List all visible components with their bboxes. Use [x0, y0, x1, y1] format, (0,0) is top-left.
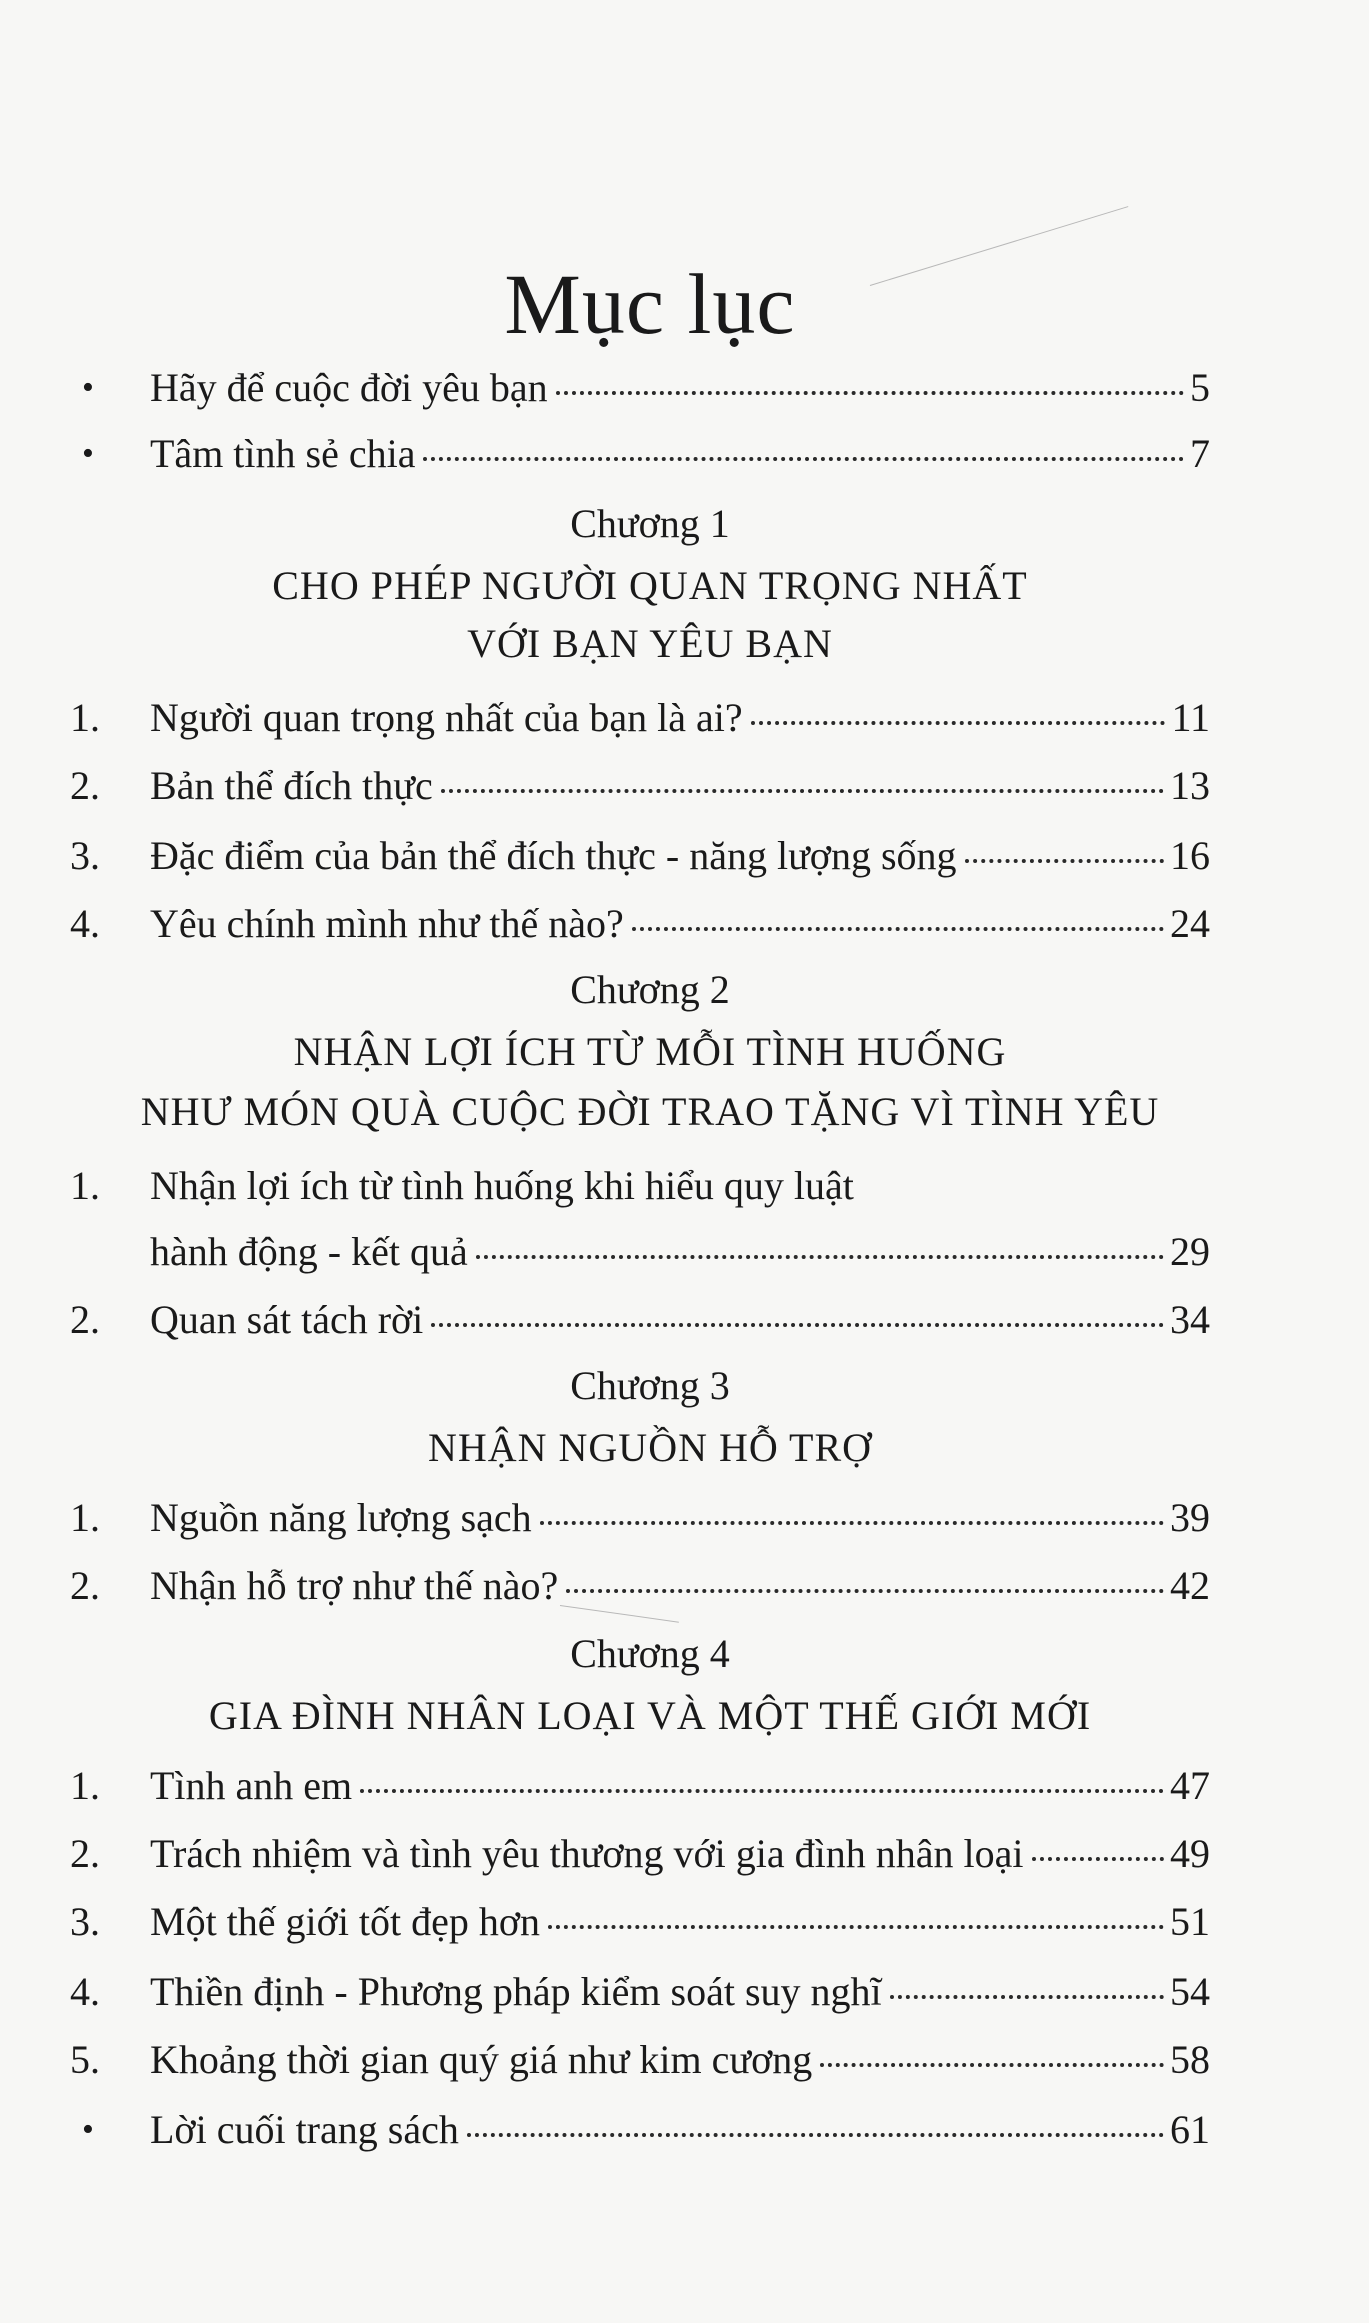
- chapter-title-line: NHẬN LỢI ÍCH TỪ MỖI TÌNH HUỐNG: [293, 1029, 1007, 1074]
- entry-label: Đặc điểm của bản thể đích thực - năng lượng sống: [150, 833, 957, 878]
- leader-dots: [965, 859, 1164, 863]
- toc-entry[interactable]: [70, 1560, 1210, 1612]
- leader-dots: [566, 1589, 1164, 1593]
- leader-dots: [360, 1789, 1164, 1793]
- page-number: 58: [1170, 2037, 1210, 2082]
- entry-number: 1.: [70, 1763, 100, 1808]
- entry-label: Yêu chính mình như thế nào?: [150, 901, 624, 946]
- chapter-title-line: VỚI BẠN YÊU BẠN: [467, 621, 833, 666]
- bullet-marker: •: [82, 2111, 94, 2148]
- entry-number: 2.: [70, 1297, 100, 1342]
- toc-entry[interactable]: [70, 1896, 1210, 1948]
- leader-dots: [632, 927, 1164, 931]
- page-number: 7: [1190, 431, 1210, 476]
- page-number: 42: [1170, 1563, 1210, 1608]
- chapter-title-line: NHẬN NGUỒN HỖ TRỢ: [427, 1425, 873, 1470]
- leader-dots: [1032, 1857, 1165, 1861]
- chapter-heading: Chương 2: [570, 967, 730, 1012]
- entry-number: 2.: [70, 763, 100, 808]
- leader-dots: [431, 1323, 1164, 1327]
- toc-entry[interactable]: [70, 830, 1210, 882]
- leader-dots: [820, 2063, 1164, 2067]
- entry-label: Khoảng thời gian quý giá như kim cương: [150, 2037, 813, 2082]
- chapter-heading: Chương 4: [570, 1631, 730, 1676]
- toc-entry[interactable]: [70, 1492, 1210, 1544]
- bullet-marker: •: [82, 369, 94, 406]
- entry-label: Hãy để cuộc đời yêu bạn: [150, 365, 548, 410]
- toc-entry[interactable]: [70, 2104, 1210, 2156]
- toc-entry[interactable]: [70, 1226, 1210, 1278]
- leader-dots: [467, 2133, 1164, 2137]
- entry-number: 2.: [70, 1831, 100, 1876]
- toc-entry[interactable]: [70, 1760, 1210, 1812]
- page-number: 16: [1170, 833, 1210, 878]
- toc-entry[interactable]: [70, 1828, 1210, 1880]
- chapter-heading: Chương 1: [570, 501, 730, 546]
- entry-number: 3.: [70, 1899, 100, 1944]
- chapter-title-line: CHO PHÉP NGƯỜI QUAN TRỌNG NHẤT: [272, 563, 1028, 608]
- toc-entry[interactable]: [70, 1966, 1210, 2018]
- entry-label: hành động - kết quả: [150, 1229, 468, 1274]
- toc-entry[interactable]: [70, 898, 1210, 950]
- entry-number: 1.: [70, 695, 100, 740]
- entry-number: 5.: [70, 2037, 100, 2082]
- toc-entry[interactable]: [70, 760, 1210, 812]
- page-number: 5: [1190, 365, 1210, 410]
- leader-dots: [423, 457, 1184, 461]
- entry-number-row: [70, 1160, 1210, 1212]
- page-number: 29: [1170, 1229, 1210, 1274]
- page-number: 49: [1170, 1831, 1210, 1876]
- entry-number: 2.: [70, 1563, 100, 1608]
- entry-label: Thiền định - Phương pháp kiểm soát suy nghĩ: [150, 1969, 882, 2014]
- page-number: 61: [1170, 2107, 1210, 2152]
- chapter-title-line: NHƯ MÓN QUÀ CUỘC ĐỜI TRAO TẶNG VÌ TÌNH YÊU: [140, 1089, 1160, 1134]
- toc-entry[interactable]: [70, 1294, 1210, 1346]
- page-number: 34: [1170, 1297, 1210, 1342]
- page-title: Mục lục: [504, 255, 796, 352]
- entry-number: 4.: [70, 1969, 100, 2014]
- toc-entry[interactable]: [70, 2034, 1210, 2086]
- leader-dots: [476, 1255, 1164, 1259]
- bullet-marker: •: [82, 435, 94, 472]
- page-number: 39: [1170, 1495, 1210, 1540]
- entry-label: Một thế giới tốt đẹp hơn: [150, 1899, 541, 1944]
- entry-label: Quan sát tách rời: [150, 1297, 424, 1342]
- toc-entry[interactable]: [70, 362, 1210, 414]
- page-number: 24: [1170, 901, 1210, 946]
- entry-label: Nhận hỗ trợ như thế nào?: [150, 1563, 559, 1608]
- page-number: 54: [1170, 1969, 1210, 2014]
- leader-dots: [548, 1925, 1164, 1929]
- leader-dots: [890, 1995, 1164, 1999]
- page-number: 51: [1170, 1899, 1210, 1944]
- leader-dots: [751, 721, 1166, 725]
- chapter-heading: Chương 3: [570, 1363, 730, 1408]
- entry-number: 3.: [70, 833, 100, 878]
- chapter-title-line: GIA ĐÌNH NHÂN LOẠI VÀ MỘT THẾ GIỚI MỚI: [208, 1693, 1092, 1738]
- entry-label: Bản thể đích thực: [150, 763, 433, 808]
- entry-label: Tâm tình sẻ chia: [150, 431, 416, 476]
- page-number: 13: [1170, 763, 1210, 808]
- entry-label: Tình anh em: [150, 1763, 353, 1808]
- entry-label-first-line: Nhận lợi ích từ tình huống khi hiểu quy luật: [150, 1163, 854, 1208]
- entry-number: 4.: [70, 901, 100, 946]
- entry-number: 1.: [70, 1163, 100, 1208]
- leader-dots: [556, 391, 1184, 395]
- page-number: 47: [1170, 1763, 1210, 1808]
- entry-label: Trách nhiệm và tình yêu thương với gia đình nhân loại: [150, 1831, 1024, 1876]
- entry-label: Nguồn năng lượng sạch: [150, 1495, 532, 1540]
- leader-dots: [540, 1521, 1164, 1525]
- leader-dots: [441, 789, 1164, 793]
- toc-entry[interactable]: [70, 428, 1210, 480]
- entry-label: Lời cuối trang sách: [150, 2107, 459, 2152]
- page-number: 11: [1171, 695, 1210, 740]
- toc-entry[interactable]: [70, 692, 1210, 744]
- entry-number: 1.: [70, 1495, 100, 1540]
- entry-label: Người quan trọng nhất của bạn là ai?: [150, 695, 743, 740]
